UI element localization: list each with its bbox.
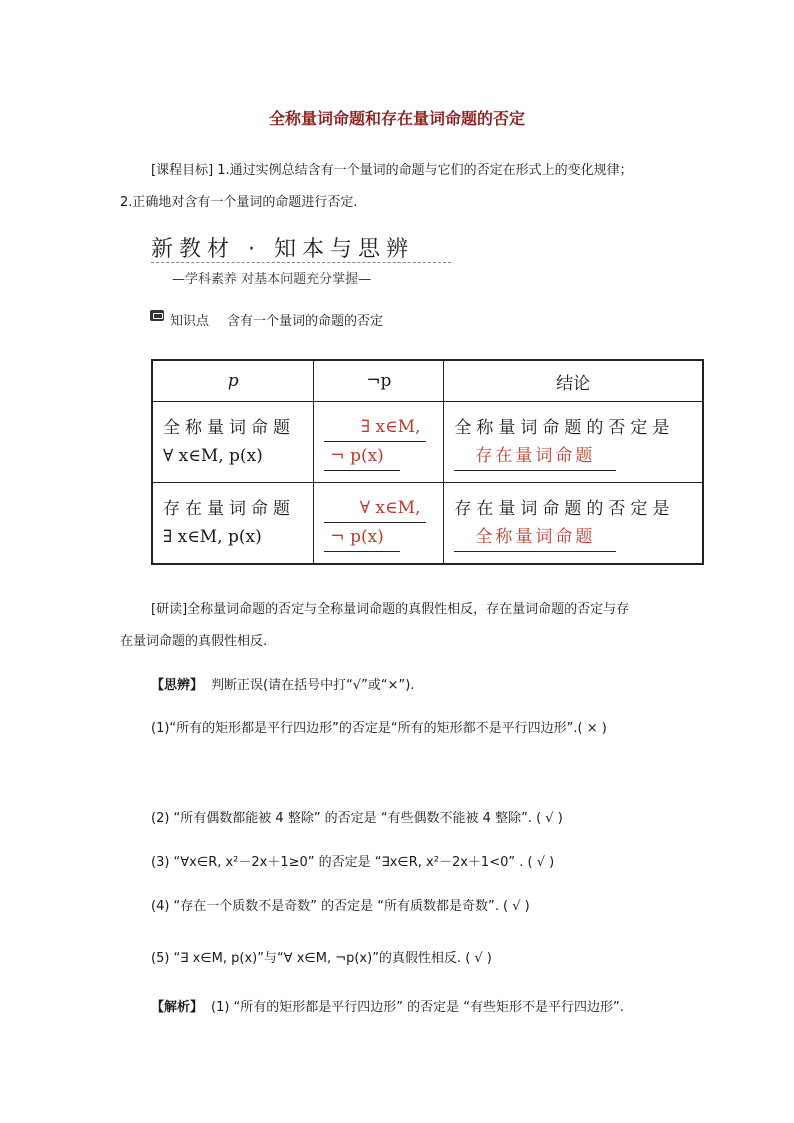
course-goal-line1: [课程目标] 1.通过实例总结含有一个量词的命题与它们的否定在形式上的变化规律； <box>151 163 633 178</box>
analysis-text: (1) “所有的矩形都是平行四边形” 的否定是 “有些矩形不是平行四边形”. <box>211 1000 624 1015</box>
think-instruction: 判断正误(请在括号中打“√”或“×”). <box>211 678 415 693</box>
table-header: 结论 <box>444 360 703 402</box>
knowledge-text: 含有一个量词的命题的否定 <box>227 314 384 329</box>
think-item: (4) “存在一个质数不是奇数” 的否定是 “所有质数都是奇数”. ( √ ) <box>151 899 530 914</box>
negation-answer: ¬ p(x) <box>324 442 400 471</box>
think-label: 【思辨】 <box>151 678 204 693</box>
section-banner <box>151 232 451 263</box>
banner-title: 新教材 · 知本与思辨 <box>151 237 414 262</box>
proposition-formula: ∃ x∈M, p(x) <box>163 527 262 547</box>
think-item: (5) “∃ x∈M, p(x)”与“∀ x∈M, ¬p(x)”的真假性相反. ( √ ) <box>151 951 492 966</box>
study-note-line2: 在量词命题的真假性相反. <box>120 634 268 649</box>
table-header: ¬p <box>314 360 444 402</box>
table-header-row <box>152 360 703 402</box>
negation-answer: ∀ x∈M, <box>324 494 426 523</box>
think-item: (1)“所有的矩形都是平行四边形”的否定是“所有的矩形都不是平行四边形”.( × ) <box>151 721 607 736</box>
page-title: 全称量词命题和存在量词命题的否定 <box>268 109 525 128</box>
table-cell <box>314 402 444 483</box>
negation-answer: ∃ x∈M, <box>324 413 426 442</box>
study-note-line1: [研读]全称量词命题的否定与全称量词命题的真假性相反，存在量词命题的否定与存 <box>151 602 630 617</box>
knowledge-label: 知识点 <box>170 314 210 329</box>
proposition-formula: ∀ x∈M, p(x) <box>163 446 263 466</box>
conclusion-answer: 全称量词命题 <box>454 523 616 552</box>
knowledge-icon <box>150 310 164 321</box>
course-goal-line2: 2.正确地对含有一个量词的命题进行否定. <box>120 195 358 210</box>
table-cell <box>152 402 314 483</box>
table-row <box>152 483 703 565</box>
negation-table <box>151 359 704 565</box>
negation-answer: ¬ p(x) <box>324 523 400 552</box>
conclusion-answer: 存在量词命题 <box>454 442 616 471</box>
table-row <box>152 402 703 483</box>
conclusion-text: 全称量词命题的否定是 <box>454 417 675 438</box>
think-item: (2) “所有偶数都能被 4 整除” 的否定是 “有些偶数不能被 4 整除”. ( √ ) <box>151 811 563 826</box>
analysis-label: 【解析】 <box>151 1000 204 1015</box>
table-cell <box>152 483 314 565</box>
table-cell <box>314 483 444 565</box>
table-cell <box>444 402 703 483</box>
think-item: (3) “∀x∈R, x²－2x＋1≥0” 的否定是 “∃x∈R, x²－2x＋1<0” . ( √ ) <box>151 855 555 870</box>
banner-subtitle: —学科素养 对基本问题充分掌握— <box>172 272 372 287</box>
table-cell <box>444 483 703 565</box>
proposition-type: 存在量词命题 <box>163 499 295 519</box>
conclusion-text: 存在量词命题的否定是 <box>454 498 675 519</box>
table-header: p <box>152 360 314 402</box>
proposition-type: 全称量词命题 <box>163 418 295 438</box>
